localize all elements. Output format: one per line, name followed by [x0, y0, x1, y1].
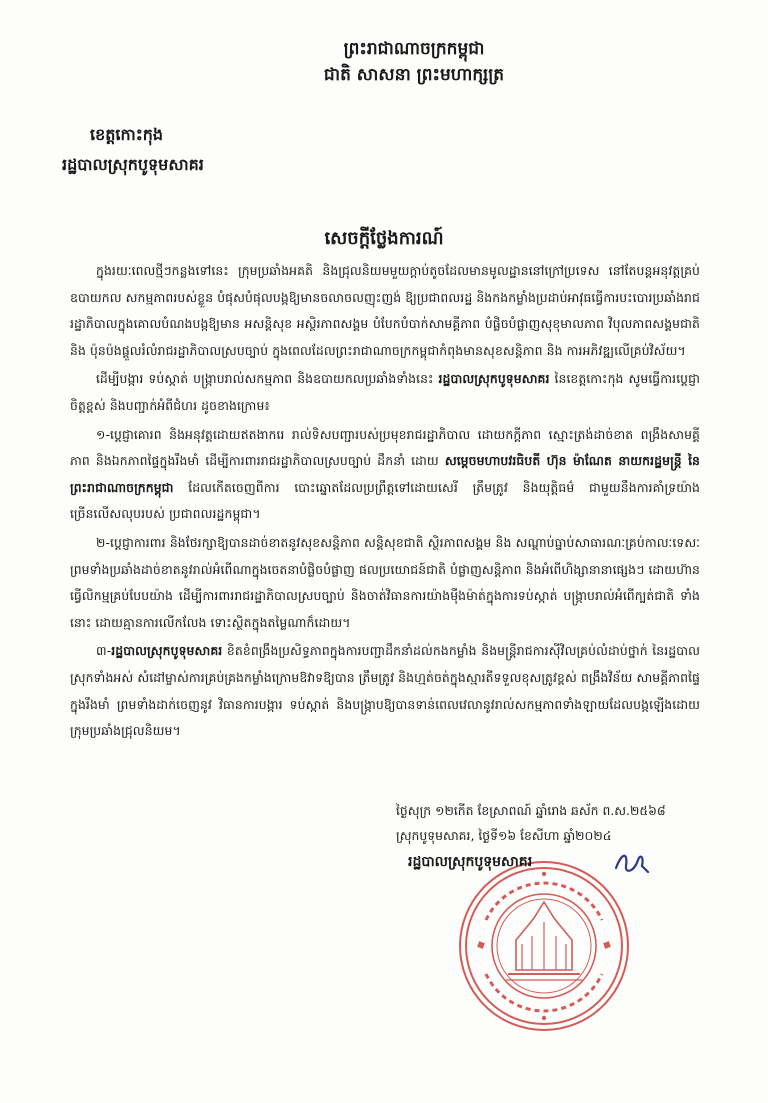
date-block: [396, 798, 726, 848]
point-2: ២-ប្តេជ្ញាការពារ និងថែរក្សាឱ្យបានដាច់ខាតនូវសុខសន្តិភាព សន្តិសុខជាតិ ស្ថិរភាពសង្គម និង សណ្តាប់ធ្នាប់សាធារណៈគ្រប់កាលៈទេសៈ ព្រមទាំងប្រឆាំងដាច់ខាតនូវរាល់អំពើណាក្នុងចេតនាបំផ្លិចបំផ្លាញ ផលប្រយោជន៍ជាតិ បំផ្លាញសន្តិភាព និងអំពើហិង្សានានាផ្សេងៗ ដោយហ៊ានធ្វើលិកម្មគ្រប់បែបយ៉ាង ដើម្បីការពាររាជរដ្ឋាភិបាលស្របច្បាប់ និងចាត់វិធានការយ៉ាងម៉ឺងម៉ាត់ក្នុងការទប់ស្កាត់ បង្ក្រាបរាល់អំពើក្បត់ជាតិ ទាំងនោះ ដោយគ្មានការលើកលែង ទោះស្ថិតក្នុងតម្លៃណាក៏ដោយ។: [70, 534, 700, 630]
signature-icon: [612, 848, 652, 878]
point-3: [70, 638, 700, 744]
document-body: [70, 258, 700, 747]
letterhead: [0, 36, 768, 88]
point-3-number: ៣-: [96, 643, 112, 659]
document-title: សេចក្តីថ្លែងការណ៍: [324, 228, 444, 249]
solar-date: ស្រុកបូទុមសាគរ, ថ្ងៃទី១៦ ខែសីហា ឆ្នាំ២០២៤: [396, 828, 612, 843]
point-3-authority: រដ្ឋបាលស្រុកបូទុមសាគរ: [111, 643, 223, 659]
point-1: [70, 422, 700, 528]
official-seal-icon: [456, 858, 632, 1034]
paragraph-commitment-text-a: ដើម្បីបង្ការ ទប់ស្កាត់ បង្ក្រាបរាល់សកម្មភាព និងឧបាយកលប្រឆាំងទាំងនេះ: [96, 371, 439, 387]
lunar-date: ថ្ងៃសុក្រ ១២កើត ខែស្រាពណ៍ ឆ្នាំរោង ឆស័ក ព.ស.២៥៦៨: [396, 803, 666, 818]
point-3-text: ខិតខំពង្រឹងប្រសិទ្ធភាពក្នុងការបញ្ជាដឹកនាំដល់កងកម្លាំង និងមន្ត្រីរាជការស៊ីវិលគ្រប់លំដាប់ថ្នាក់ នៃរដ្ឋបាលស្រុកទាំងអស់ សំដៅម្ចាស់ការគ្រប់គ្រងកម្លាំងក្រោមឱវាទឱ្យបាន ត្រឹមត្រូវ និងហ្មត់ចត់ក្នុងស្មារតីទទួលខុសត្រូវខ្ពស់ ពង្រឹងវិន័យ សាមគ្គីភាពផ្ទៃក្នុងរឹងមាំ ព្រមទាំងដាក់ចេញនូវ វិធានការបង្ការ ទប់ស្កាត់ និងបង្ក្រាបឱ្យបានទាន់ពេលវេលានូវរាល់សកម្មភាពទាំងឡាយដែលបង្កឡើងដោយក្រុមប្រឆាំងជ្រុលនិយម។: [70, 643, 700, 739]
point-1-text-c: ដែលកើតចេញពីការ បោះឆ្នោតដែលប្រព្រឹត្តទៅដោយសេរី ត្រឹមត្រូវ និងយុត្តិធម៌ ជាមួយនឹងការគាំទ្រយ៉ាងច្រើនលើសលុបរបស់ ប្រជាពលរដ្ឋកម្ពុជា។: [70, 479, 700, 522]
point-1-leader: សម្តេចមហាបវរធិបតី ហ៊ុន ម៉ាណែត នាយករដ្ឋមន្ត្រី នៃព្រះរាជាណាចក្រកម្ពុជា: [70, 453, 700, 495]
paragraph-intro: ក្នុងរយៈពេលថ្មីៗកន្លងទៅនេះ ក្រុមប្រឆាំងអគតិ និងជ្រុលនិយមមួយក្តាប់តូចដែលមានមូលដ្ឋាននៅក្រៅប្រទេស នៅតែបន្តអនុវត្តគ្រប់ឧបាយកល សកម្មភាពរបស់ខ្លួន បំផុសបំផុលបង្កឱ្យមានចលាចលញុះញង់ ឱ្យប្រជាពលរដ្ឋ និងកងកម្លាំងប្រដាប់អាវុធធ្វើការបះបោរប្រឆាំងរាជរដ្ឋាភិបាលក្នុងគោលបំណងបង្កឱ្យមាន អសន្តិសុខ អស្ថិរភាពសង្គម បំបែកបំបាក់សាមគ្គីភាព បំផ្លិចបំផ្លាញសុខុមាលភាព វិបុលភាពសង្គមជាតិ និង ប៉ុនប៉ងផ្តួលរំលំរាជរដ្ឋាភិបាលស្របច្បាប់ ក្នុងពេលដែលព្រះរាជាណាចក្រកម្ពុជាកំពុងមានសុខសន្តិភាព និង ការអភិវឌ្ឍលើគ្រប់វិស័យ។: [70, 263, 700, 358]
kingdom-name: ព្រះរាជាណាចក្រកម្ពុជា: [343, 39, 485, 59]
district-administration-name: រដ្ឋបាលស្រុកបូទុមសាគរ: [62, 155, 204, 174]
signer-name: រដ្ឋបាលស្រុកបូទុមសាគរ: [408, 854, 533, 870]
point-1-text-a: ១-ប្តេជ្ញាគោរព និងអនុវត្តដោយឥតងាករេ រាល់ទិសបញ្ជារបស់ប្រមុខរាជរដ្ឋាភិបាល ដោយកក្តីភាព ស្មោះត្រង់ដាច់ខាត ពង្រឹងសាមគ្គីភាព និងឯកភាពផ្ទៃក្នុងរឹងមាំ ដើម្បីការពាររាជរដ្ឋាភិបាលស្របច្បាប់ ដឹកនាំ ដោយ: [70, 426, 700, 469]
paragraph-commitment-authority: រដ្ឋបាលស្រុកបូទុមសាគរ: [438, 371, 550, 387]
national-motto: ជាតិ សាសនា ព្រះមហាក្សត្រ: [323, 65, 505, 85]
province-name: ខេត្តកោះកុង: [90, 125, 164, 144]
issuing-authority: [62, 120, 204, 180]
paragraph-commitment-text-c: នៃខេត្តកោះកុង សូមធ្វើការប្តេជ្ញាចិត្តខ្ពស់ និងបញ្ជាក់អំពីជំហរ ដូចខាងក្រោម៖: [70, 371, 700, 413]
paragraph-commitment: [70, 366, 700, 419]
